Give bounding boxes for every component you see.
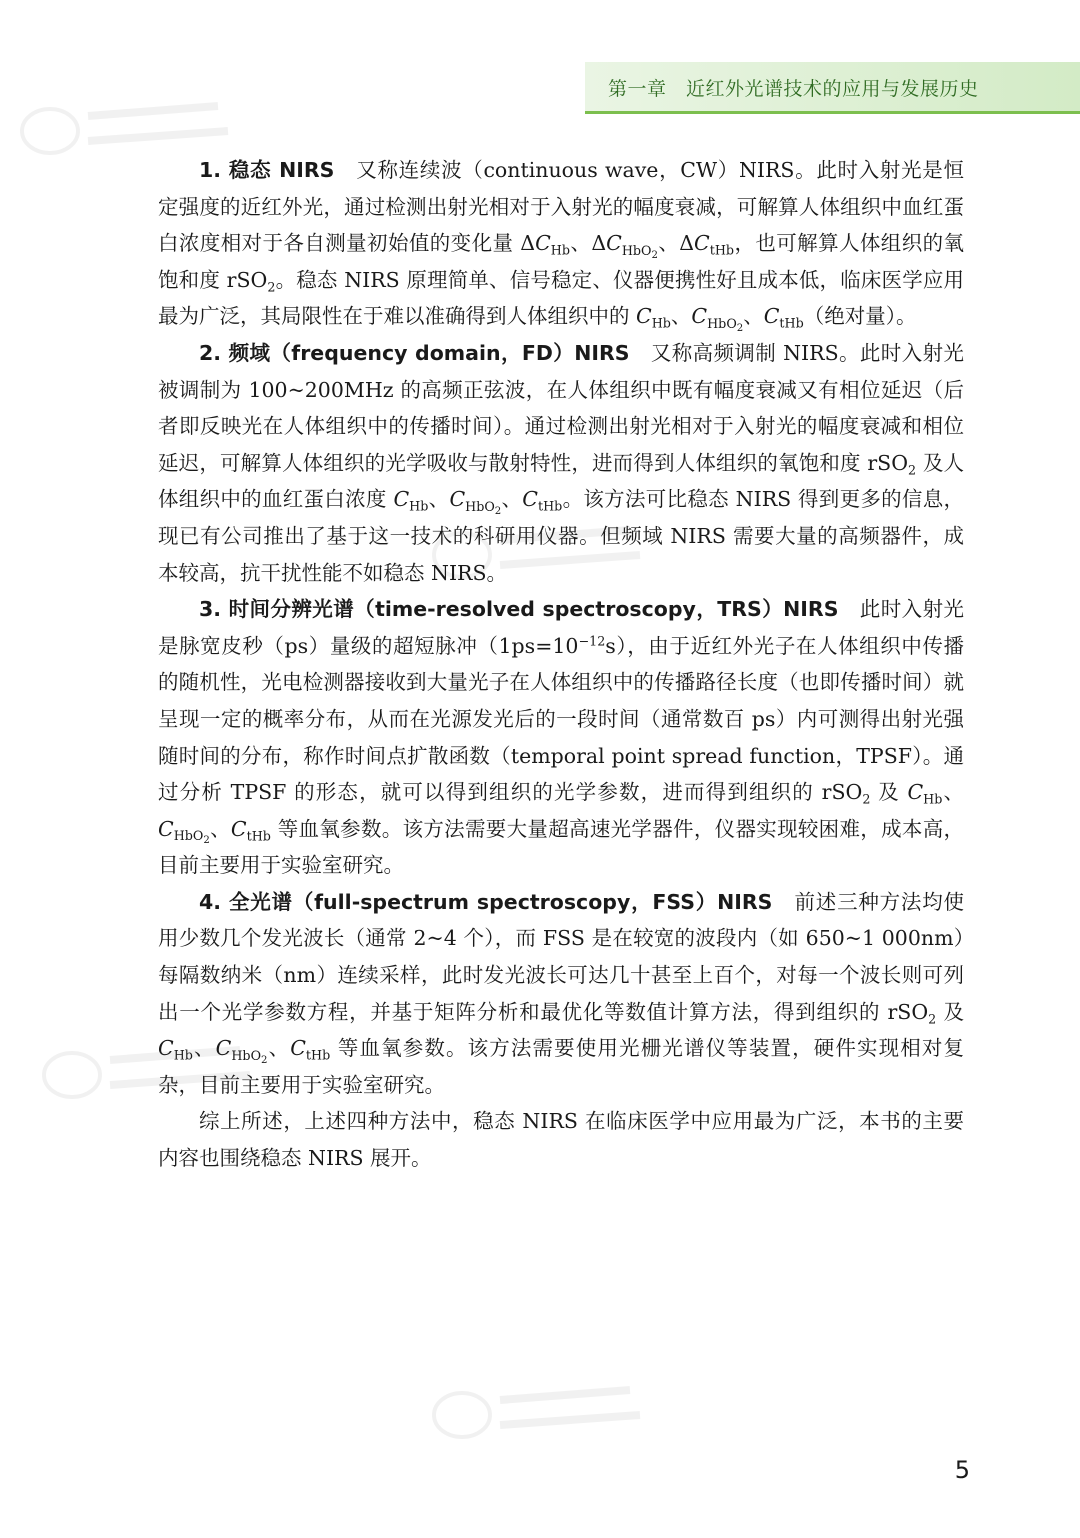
paragraph-time-resolved: 3. 时间分辨光谱（time-resolved spectroscopy，TRS）NIRS 此时入射光是脉宽皮秒（ps）量级的超短脉冲$(1ps=10^{-12}s)$，由于近红外光子在人体组织中传播的随机性，光电检测器接收到大量光子在人体组织中的传播路径长度（也即传播时间）就呈现一定的概率分布，从而在光源发光后的一段时间（通常数百 ps）内可测得出射光强随时间的分布，称作时间点扩散函数（temporal point spread function，TPSF）。通过分析 TPSF 的形态，就可以得到组织的光学参数，进而得到组织的 rSO$_2$ 及 $C_{Hb}$、$C_{HbO_2}$、$C_{tHb}$ 等血氧参数。该方法需要大量超高速光学器件，仪器实现较困难，成本高，目前主要用于实验室研究。 (158, 597, 965, 878)
paragraph-full-spectrum: 4. 全光谱（full-spectrum spectroscopy，FSS）NIRS 前述三种方法均使用少数几个发光波长（通常 2~4 个），而 FSS 是在较宽的波段内（如 650~1 000nm）每隔数纳米（nm）连续采样，此时发光波长可达几十甚至上百个，对每一个波长则可列出一个光学参数方程，并基于矩阵分析和最优化等数值计算方法，得到组织的 rSO$_2$ 及 $C_{Hb}$、$C_{HbO_2}$、$C_{tHb}$ 等血氧参数。该方法需要使用光栅光谱仪等装置，硬件实现相对复杂，目前主要用于实验室研究。 (158, 889, 965, 1097)
section-heading: 3. 时间分辨光谱（time-resolved spectroscopy，TRS）NIRS (199, 597, 839, 622)
body-text (158, 152, 964, 1177)
page-number: 5 (954, 1456, 970, 1484)
section-heading: 1. 稳态 NIRS (199, 158, 335, 182)
watermark-logo (430, 1380, 670, 1450)
paragraph-summary: 综上所述，上述四种方法中，稳态 NIRS 在临床医学中应用最为广泛，本书的主要内容也围绕稳态 NIRS 展开。 (158, 1109, 964, 1171)
paragraph-steady-state: 1. 稳态 NIRS 又称连续波（continuous wave，CW）NIRS。此时入射光是恒定强度的近红外光，通过检测出射光相对于入射光的幅度衰减，可解算人体组织中血红蛋白浓度相对于各自测量初始值的变化量 $\Delta C_{Hb}$、$\Delta C_{HbO_2}$、$\Delta C_{tHb}$，也可解算人体组织的氧饱和度 rSO$_2$。稳态 NIRS 原理简单、信号稳定、仪器便携性好且成本低，临床医学应用最为广泛，其局限性在于难以准确得到人体组织中的 $C_{Hb}$、$C_{HbO_2}$、$C_{tHb}$（绝对量）。 (158, 158, 965, 334)
paragraph-frequency-domain: 2. 频域（frequency domain，FD）NIRS 又称高频调制 NIRS。此时入射光被调制为 100~200MHz 的高频正弦波，在人体组织中既有幅度衰减又有相位延迟（后者即反映光在人体组织中的传播时间）。通过检测出射光相对于入射光的幅度衰减和相位延迟，可解算人体组织的光学吸收与散射特性，进而得到人体组织的氧饱和度 rSO$_2$ 及人体组织中的血红蛋白浓度 $C_{Hb}$、$C_{HbO_2}$、$C_{tHb}$。该方法可比稳态 NIRS 得到更多的信息，现已有公司推出了基于这一技术的科研用仪器。但频域 NIRS 需要大量的高频器件，成本较高，抗干扰性能不如稳态 NIRS。 (158, 340, 965, 585)
section-heading: 4. 全光谱（full-spectrum spectroscopy，FSS）NIRS (199, 889, 773, 914)
chapter-title: 第一章 近红外光谱技术的应用与发展历史 (608, 78, 979, 100)
section-heading: 2. 频域（frequency domain，FD）NIRS (199, 340, 630, 365)
